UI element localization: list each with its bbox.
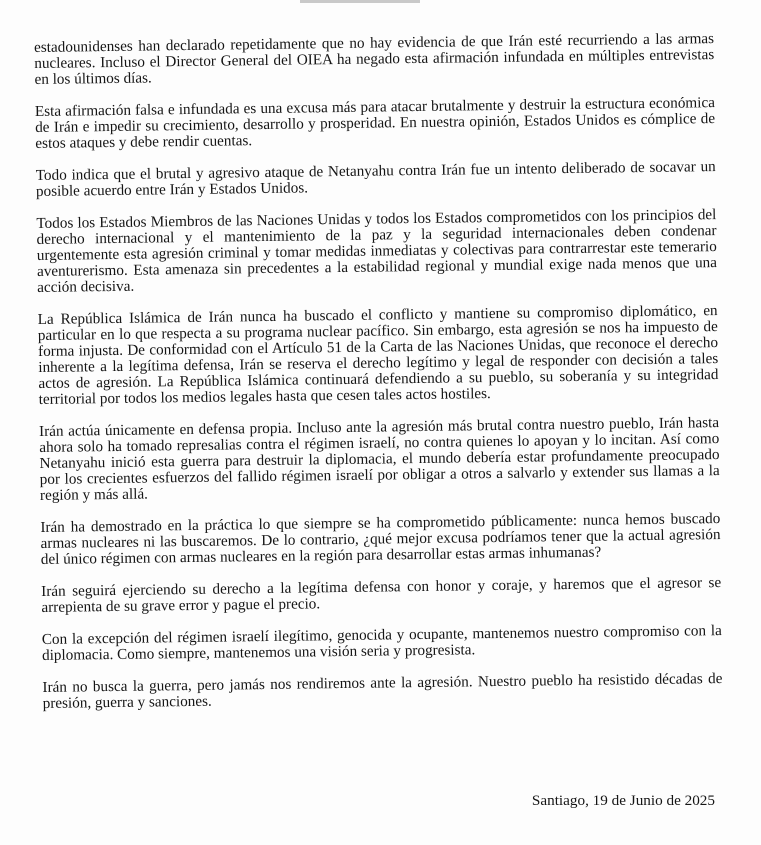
paragraph: Esta afirmación falsa e infundada es una excusa más para atacar brutalmente y destruir la estructura económica de Irán e impedir su crecimiento, desarrollo y prosperidad. En nuestra opinión, Estados Unidos es cómplice de estos ataques y debe rendir cuentas. — [34, 94, 716, 152]
paragraph: La República Islámica de Irán nunca ha buscado el conflicto y mantiene su compromiso diplomático, en particular en lo que respecta a su programa nuclear pacífico. Sin embargo, esta agresión se nos ha impuesto de forma injusta. De conformidad con el Artículo 51 de la Carta de las Naciones Unidas, que reconoce el derecho inherente a la legítima defensa, Irán se reserva el derecho legítimo y legal de responder con decisión a tales actos de agresión. La República Islámica continuará defendiendo a su pueblo, su soberanía y su integridad territorial por todos los medios legales hasta que cesen tales actos hostiles. — [37, 302, 719, 408]
paragraph: Todos los Estados Miembros de las Naciones Unidas y todos los Estados comprometidos con los principios del derecho internacional y el mantenimiento de la paz y la seguridad internacionales deben condenar urgentemente esta agresión criminal y tomar medidas inmediatas y colectivas para contrarrestar este temerario aventurerismo. Esta amenaza sin precedentes a la estabilidad regional y mundial exige nada menos que una acción decisiva. — [36, 206, 718, 296]
letter-body — [34, 31, 723, 728]
paragraph: Todo indica que el brutal y agresivo ataque de Netanyahu contra Irán fue un intento deliberado de socavar un posible acuerdo entre Irán y Estados Unidos. — [35, 158, 716, 200]
paragraph: Irán seguirá ejerciendo su derecho a la legítima defensa con honor y coraje, y haremos que el agresor se arrepienta de su grave error y pague el precio. — [41, 574, 722, 616]
paragraph: Irán actúa únicamente en defensa propia. Incluso ante la agresión más brutal contra nuestro pueblo, Irán hasta ahora solo ha tomado represalias contra el régimen israelí, no contra quienes lo apoyan y lo incitan. Así como Netanyahu inició esta guerra para destruir la diplomacia, el mundo debería estar profundamente preocupado por los crecientes esfuerzos del fallido régimen israelí por obligar a otros a salvarlo y extender sus llamas a la región y más allá. — [39, 414, 720, 504]
place-date-signature: Santiago, 19 de Junio de 2025 — [531, 792, 715, 809]
paragraph: estadounidenses han declarado repetidamente que no hay evidencia de que Irán esté recurriendo a las armas nucleares. Incluso el Director General del OIEA ha negado esta afirmación infundada en múltiples entrevistas en los últimos días. — [33, 30, 715, 88]
scan-edge-mark — [300, 0, 420, 3]
paragraph: Irán ha demostrado en la práctica lo que siempre se ha comprometido públicamente: nunca hemos buscado armas nucleares ni las buscaremos. De lo contrario, ¿qué mejor excusa podríamos tener que la actual agresión del único régimen con armas nucleares en la región para desarrollar estas armas inhumanas? — [40, 510, 721, 568]
paragraph: Irán no busca la guerra, pero jamás nos rendiremos ante la agresión. Nuestro pueblo ha resistido décadas de presión, guerra y sanciones. — [42, 670, 723, 712]
paragraph: Con la excepción del régimen israelí ilegítimo, genocida y ocupante, mantenemos nuestro compromiso con la diplomacia. Como siempre, mantenemos una visión seria y progresista. — [41, 622, 722, 664]
